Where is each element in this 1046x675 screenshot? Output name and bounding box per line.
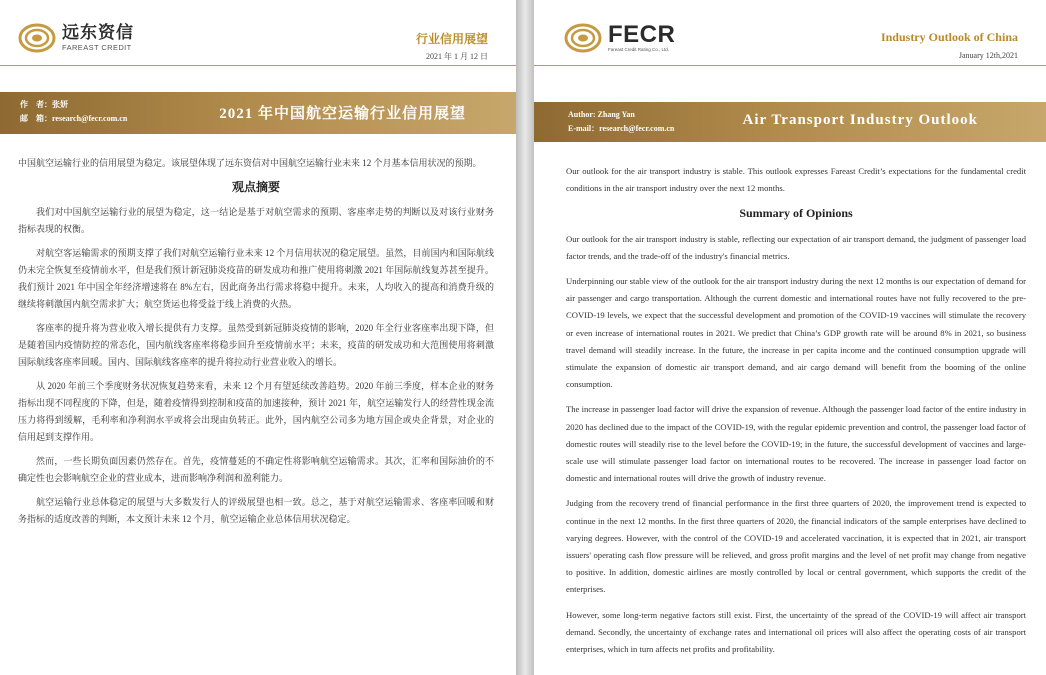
intro-paragraph: 中国航空运输行业的信用展望为稳定。该展望体现了远东资信对中国航空运输行业未来 12 个月基本信用状况的预期。: [18, 158, 482, 168]
body-paragraph: 我们对中国航空运输行业的展望为稳定，这一结论是基于对航空需求的预期、客座率走势的判断以及对该行业财务指标表现的权衡。: [18, 207, 494, 234]
document-page-english: [534, 0, 1046, 675]
report-title: Air Transport Industry Outlook: [742, 112, 978, 128]
summary-heading: Summary of Opinions: [739, 206, 853, 221]
fareast-logo: [18, 22, 134, 54]
body-paragraph: Our outlook for the air transport industry is stable, reflecting our expectation of air transport demand, the judgment of passenger load factor trends, and the trade-off of the industry's financial metrics.: [566, 233, 1026, 261]
report-body: [566, 163, 1026, 666]
logo-name: 远东资信: [62, 22, 134, 43]
report-date: 2021 年 1 月 12 日: [426, 52, 488, 61]
report-date: January 12th,2021: [958, 51, 1018, 60]
body-paragraph: 航空运输行业总体稳定的展望与大多数发行人的评级展望也相一致。总之，基于对航空运输需求、客座率回暖和财务指标的适度改善的判断，本文预计未来 12 个月，航空运输企业总体信用状况稳定。: [18, 497, 494, 524]
report-type: 行业信用展望: [415, 32, 488, 46]
fecr-logo-icon: [564, 22, 602, 54]
fecr-logo: [564, 22, 675, 54]
logo-subtitle: FAREAST CREDIT: [62, 42, 132, 52]
author-line: 作 者：张妍: [20, 100, 68, 109]
title-banner: [534, 102, 1046, 142]
intro-paragraph: Our outlook for the air transport industry is stable. This outlook expresses Fareast Credit’s expectations for the fundamental credit conditions in the air transport industry over the next 12 months.: [566, 166, 1026, 194]
report-body: [18, 155, 494, 535]
header-rule: [534, 65, 1046, 66]
body-paragraph: Judging from the recovery trend of financial performance in the first three quarters of 2020, the improvement trend is expected to continue in the next 12 months. In the first three quarters of 2020, the financial indicators of the sample enterprises have declined to varying degrees. However, with the control of the COVID-19 and accelerated vaccination, it is expected that in 2021, air transport issuers' operating cash flow pressure will be relieved, and gross profit margins and the level of net profit may change from negative to positive. In addition, domestic airlines are mostly controlled by local or central government, which supports the credit of the enterprises.: [566, 498, 1026, 595]
body-paragraph: 客座率的提升将为营业收入增长提供有力支撑。虽然受到新冠肺炎疫情的影响，2020 年全行业客座率出现下降，但是随着国内疫情防控的常态化，国内航线客座率将稳步回升至疫情前水平；未来，疫苗的研发成功和大范围使用将刺激国际航线客座率回暖。国内、国际航线客座率的提升将拉动行业营业收入的增长。: [18, 323, 494, 367]
author-line: Author: Zhang Yan: [568, 110, 635, 119]
document-page-chinese: [0, 0, 516, 675]
title-banner: [0, 92, 516, 134]
body-paragraph: 然而，一些长期负面因素仍然存在。首先，疫情蔓延的不确定性将影响航空运输需求。其次，汇率和国际油价的不确定性也会影响航空企业的营业成本，进而影响净利润和盈利能力。: [18, 456, 494, 483]
body-paragraph: 从 2020 年前三个季度财务状况恢复趋势来看，未来 12 个月有望延续改善趋势。2020 年前三季度，样本企业的财务指标出现不同程度的下降，但是，随着疫情得到控制和疫苗的加速接种，预计 2021 年，航空运输发行人的经营性现金流压力将得到缓解，毛利率和净利润水平或将会出现由负转正。此外，国内航空公司多为地方国企或央企背景，对企业的信用起到支撑作用。: [18, 381, 494, 442]
body-paragraph: Underpinning our stable view of the outlook for the air transport industry during the next 12 months is our expectation of demand for air passenger and cargo transportation. Although the current domestic and international routes have not fully recovered to the pre-COVID-19 levels, we expect that the successful development and promotion of the COVID-19 vaccines will stimulate the recovery or even increase of international routes in 2021. We predict that China’s GDP growth rate will be around 8% in 2021, so business travel demand will steadily increase. In the future, the increase in per capita income and the continued consumption upgrade will stimulate the expansion of domestic air transport demand, and air cargo demand will benefit from the booming of the online consumption.: [566, 276, 1026, 390]
email-line: E-mail：research@fecr.com.cn: [568, 124, 675, 133]
page-gutter: [516, 0, 534, 675]
logo-name: FECR: [608, 21, 676, 49]
body-paragraph: However, some long-term negative factors still exist. First, the uncertainty of the spread of the COVID-19 will affect air transport demand. Secondly, the uncertainty of exchange rates and international oil prices will also affect the operating costs of air transport enterprises, which in turn affects net profits and profitability.: [566, 609, 1026, 655]
report-type: Industry Outlook of China: [880, 30, 1018, 44]
header-rule: [0, 65, 516, 66]
author-block: [20, 98, 127, 126]
body-paragraph: The increase in passenger load factor will drive the expansion of revenue. Although the passenger load factor of the entire industry in 2020 has declined due to the impact of the COVID-19, with the regular epidemic prevention and control, the passenger load factor of domestic routes will steadily rise to the level before the COVID-19; in the future, the successful development of vaccines and large-scale use will stimulate passenger load factor on international routes to be recovered. The increase in passenger load factor on domestic and international routes will drive the growth of industry revenue.: [566, 404, 1026, 484]
fareast-logo-icon: [18, 22, 56, 54]
logo-subtitle: Fareast Credit Rating Co., Ltd.: [608, 47, 670, 53]
summary-heading: 观点摘要: [231, 180, 280, 194]
email-line: 邮 箱：research@fecr.com.cn: [20, 114, 128, 123]
author-block: [568, 108, 674, 136]
body-paragraph: 对航空客运输需求的预期支撑了我们对航空运输行业未来 12 个月信用状况的稳定展望。虽然，目前国内和国际航线仍未完全恢复至疫情前水平，但是我们预计新冠肺炎疫苗的研发成功和推广使用将刺激 2021 年国际航线复苏甚至提升。我们预计 2021 年中国全年经济增速将在 8%左右，因此商务出行需求将稳中提升。未来，人均收入的提高和消费升级的继续将刺激国内航空需求扩大；航空货运也将受益于线上消费的火热。: [18, 248, 494, 309]
report-title: 2021 年中国航空运输行业信用展望: [219, 106, 466, 122]
